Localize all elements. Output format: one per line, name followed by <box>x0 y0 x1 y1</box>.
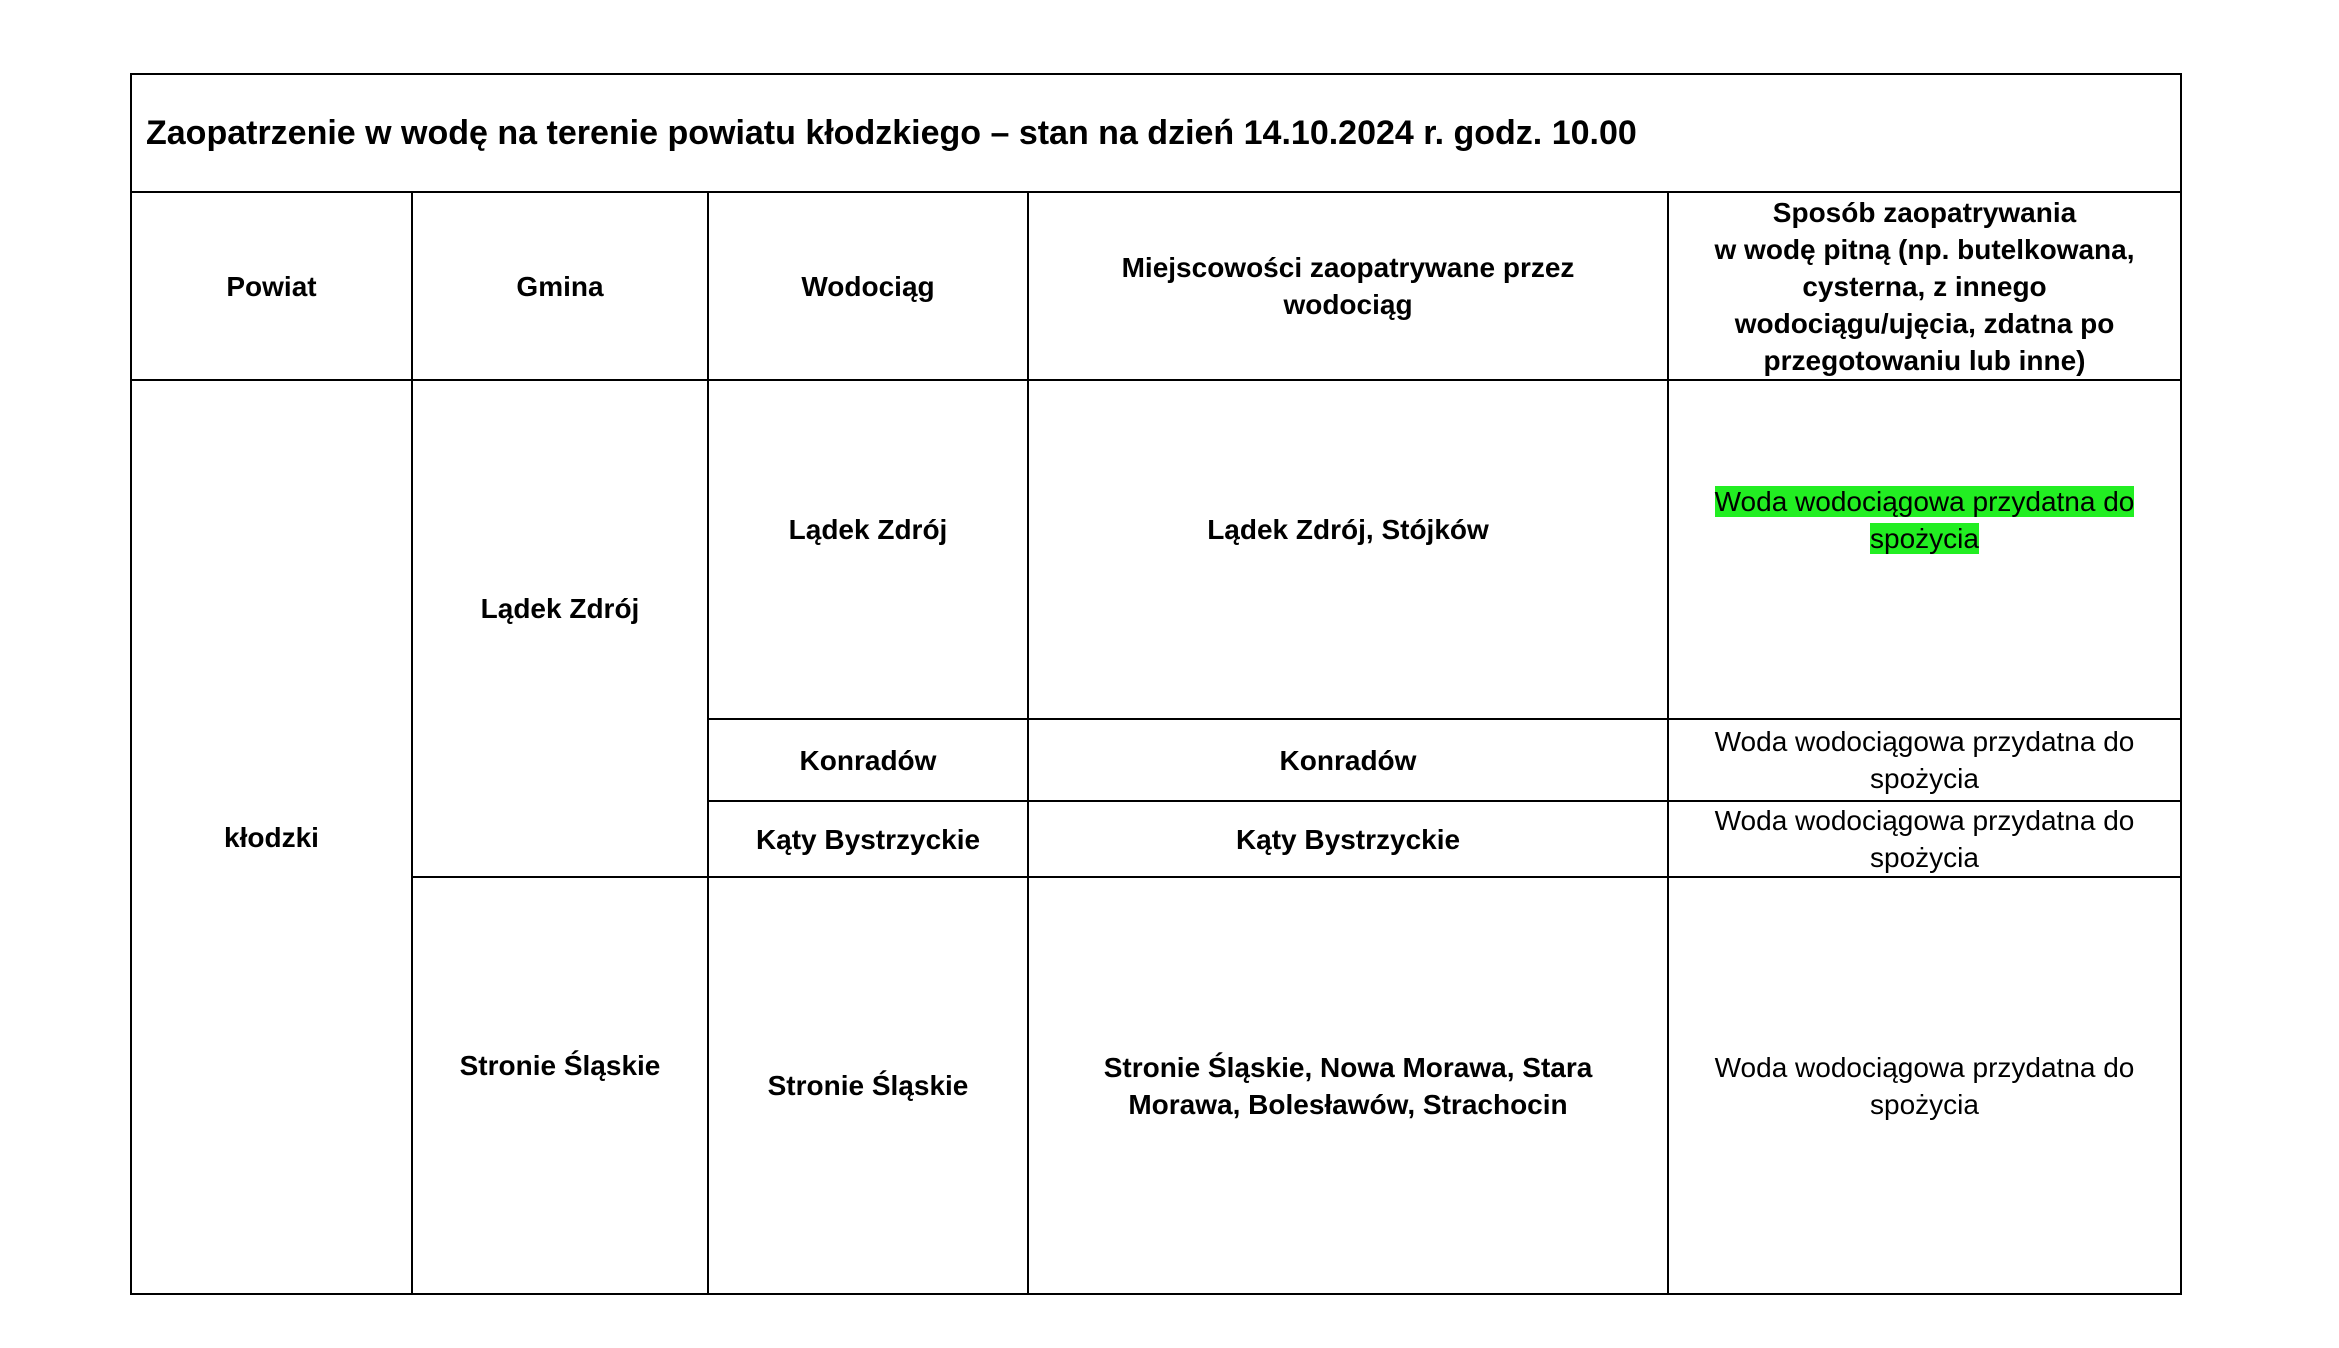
cell-sposob: Woda wodociągowa przydatna do spożycia <box>1668 801 2181 877</box>
highlighted-supply-text: Woda wodociągowa przydatna do spożycia <box>1714 485 2135 554</box>
cell-miejscowosci: Kąty Bystrzyckie <box>1028 801 1668 877</box>
header-sposob-line2: w wodę pitną (np. butelkowana, cysterna, z innego wodociągu/ujęcia, zdatna po przegotowaniu lub inne) <box>1714 233 2135 376</box>
cell-powiat: kłodzki <box>131 380 412 1294</box>
cell-miejscowosci: Konradów <box>1028 719 1668 801</box>
cell-gmina: Lądek Zdrój <box>412 380 708 877</box>
table-row <box>131 380 2181 719</box>
header-sposob <box>1668 192 2181 380</box>
cell-gmina: Stronie Śląskie <box>412 877 708 1294</box>
cell-sposob: Woda wodociągowa przydatna do spożycia <box>1668 719 2181 801</box>
cell-miejscowosci: Stronie Śląskie, Nowa Morawa, Stara Morawa, Bolesławów, Strachocin <box>1028 877 1668 1294</box>
table-row <box>131 877 2181 1294</box>
cell-sposob <box>1668 380 2181 719</box>
cell-sposob: Woda wodociągowa przydatna do spożycia <box>1668 877 2181 1294</box>
header-row <box>131 192 2181 380</box>
cell-miejscowosci: Lądek Zdrój, Stójków <box>1028 380 1668 719</box>
header-wodociag: Wodociąg <box>708 192 1028 380</box>
header-miejscowosci: Miejscowości zaopatrywane przez wodociąg <box>1028 192 1668 380</box>
cell-wodociag: Stronie Śląskie <box>708 877 1028 1294</box>
title-row <box>131 74 2181 192</box>
cell-wodociag: Kąty Bystrzyckie <box>708 801 1028 877</box>
header-powiat: Powiat <box>131 192 412 380</box>
header-sposob-line1: Sposób zaopatrywania <box>1772 196 2077 228</box>
document-title: Zaopatrzenie w wodę na terenie powiatu kłodzkiego – stan na dzień 14.10.2024 r. godz. 10.00 <box>131 74 2181 192</box>
header-gmina: Gmina <box>412 192 708 380</box>
cell-wodociag: Konradów <box>708 719 1028 801</box>
cell-wodociag: Lądek Zdrój <box>708 380 1028 719</box>
water-supply-table <box>130 73 2182 1295</box>
